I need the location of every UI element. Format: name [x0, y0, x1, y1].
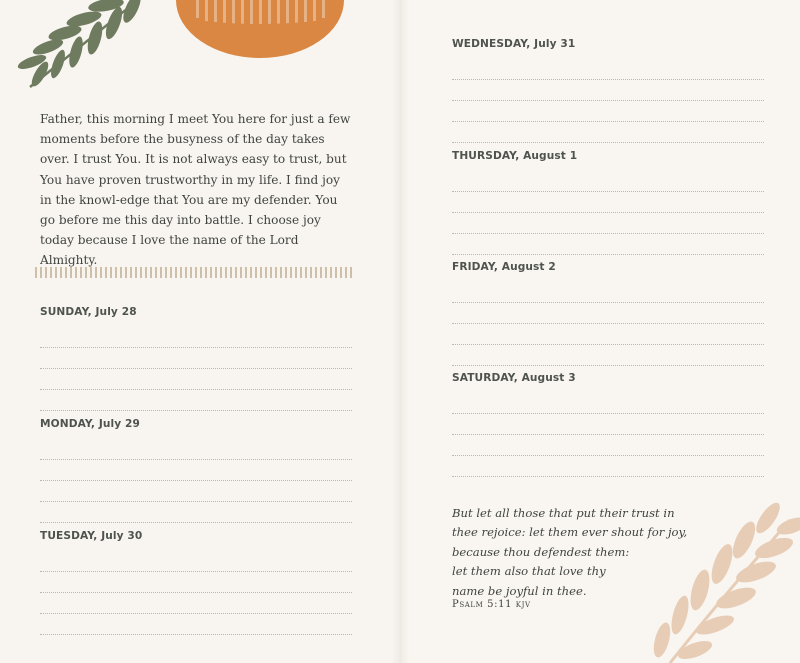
verse-line: But let all those that put their trust in	[452, 506, 675, 520]
writing-line[interactable]	[40, 327, 352, 348]
writing-line[interactable]	[452, 435, 764, 456]
writing-lines[interactable]	[452, 282, 764, 366]
writing-line[interactable]	[452, 456, 764, 477]
writing-line[interactable]	[452, 122, 764, 143]
day-entry-tuesday	[40, 530, 352, 635]
writing-lines[interactable]	[452, 171, 764, 255]
writing-line[interactable]	[452, 324, 764, 345]
verse-line: thee rejoice: let them ever shout for joy,	[452, 525, 688, 540]
divider-stripe	[35, 267, 355, 278]
writing-line[interactable]	[452, 282, 764, 303]
verse-line: let them also that love thy	[452, 564, 606, 579]
writing-line[interactable]	[452, 303, 764, 324]
day-heading: SUNDAY, July 28	[40, 306, 137, 318]
day-entry-saturday	[452, 372, 764, 477]
writing-line[interactable]	[452, 80, 764, 101]
verse-line: because thou defendest them:	[452, 544, 630, 559]
writing-line[interactable]	[452, 414, 764, 435]
writing-lines[interactable]	[452, 393, 764, 477]
leaf-branch-peach-icon	[640, 500, 800, 663]
verse-line: name be joyful in thee.	[452, 583, 587, 598]
day-entry-monday	[40, 418, 352, 523]
writing-lines[interactable]	[40, 439, 352, 523]
day-heading: SATURDAY, August 3	[452, 372, 576, 384]
writing-line[interactable]	[40, 614, 352, 635]
writing-line[interactable]	[40, 502, 352, 523]
day-heading: MONDAY, July 29	[40, 418, 140, 430]
day-entry-wednesday	[452, 38, 764, 143]
writing-line[interactable]	[40, 390, 352, 411]
half-sun-icon	[172, 0, 348, 60]
writing-lines[interactable]	[40, 551, 352, 635]
writing-line[interactable]	[40, 369, 352, 390]
writing-line[interactable]	[452, 213, 764, 234]
writing-line[interactable]	[40, 572, 352, 593]
day-heading: TUESDAY, July 30	[40, 530, 143, 542]
writing-line[interactable]	[452, 234, 764, 255]
day-entry-friday	[452, 261, 764, 366]
verse-reference: Psalm 5:11 kjv	[452, 599, 531, 610]
writing-lines[interactable]	[452, 59, 764, 143]
writing-line[interactable]	[452, 59, 764, 80]
writing-line[interactable]	[40, 481, 352, 502]
day-heading: WEDNESDAY, July 31	[452, 38, 576, 50]
writing-line[interactable]	[40, 348, 352, 369]
writing-line[interactable]	[40, 551, 352, 572]
leaf-branch-icon	[10, 0, 160, 102]
writing-line[interactable]	[452, 393, 764, 414]
day-heading: FRIDAY, August 2	[452, 261, 556, 273]
writing-line[interactable]	[40, 593, 352, 614]
day-heading: THURSDAY, August 1	[452, 150, 578, 162]
writing-line[interactable]	[40, 439, 352, 460]
day-entry-sunday	[40, 306, 352, 411]
writing-line[interactable]	[452, 171, 764, 192]
writing-lines[interactable]	[40, 327, 352, 411]
writing-line[interactable]	[452, 345, 764, 366]
day-entry-thursday	[452, 150, 764, 255]
writing-line[interactable]	[40, 460, 352, 481]
writing-line[interactable]	[452, 192, 764, 213]
writing-line[interactable]	[452, 101, 764, 122]
prayer-paragraph: Father, this morning I meet You here for just a few moments before the busyness of the day takes over. I trust You. It is not always easy to trust, but You have proven trustworthy in my life. I find joy in the knowl-edge that You are my defender. You go before me this day into battle. I choose joy today because I love the name of the Lord Almighty.	[40, 112, 351, 268]
book-gutter	[392, 0, 410, 663]
